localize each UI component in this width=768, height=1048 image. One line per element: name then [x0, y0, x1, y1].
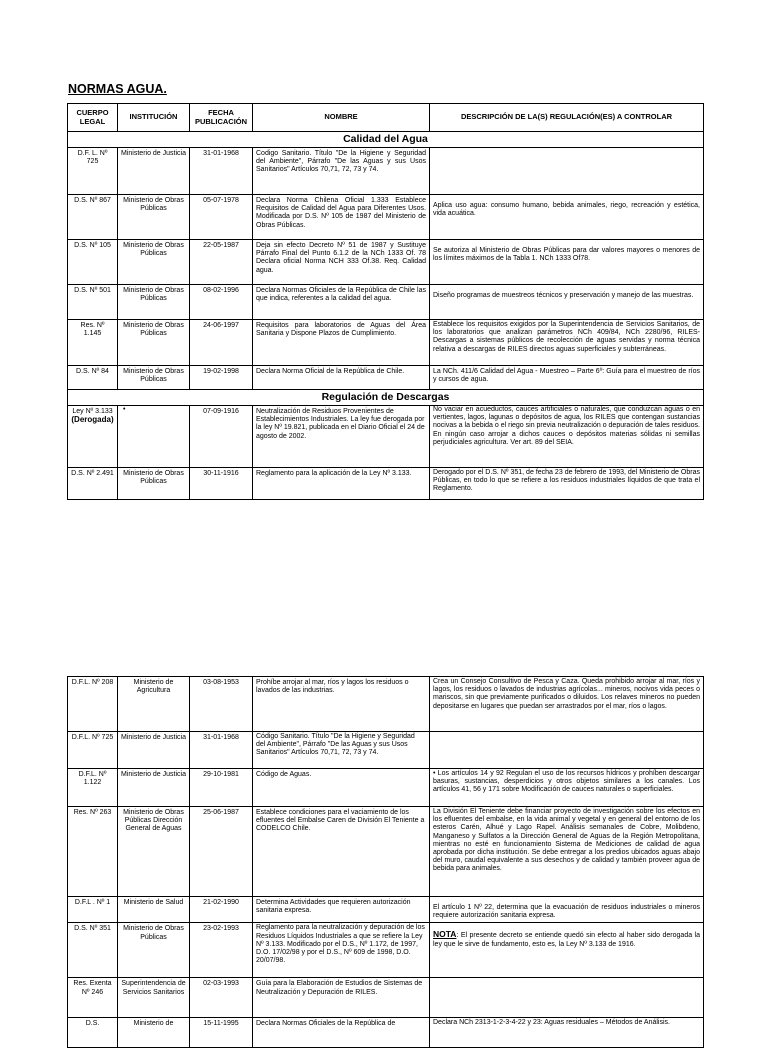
institucion-cell: Ministerio de Obras Públicas	[118, 320, 190, 366]
fecha-cell: 23-02-1993	[190, 923, 253, 978]
nombre-cell: Guía para la Elaboración de Estudios de Sistemas de Neutralización y Depuración de RILES.	[253, 978, 430, 1018]
descripcion-cell	[430, 732, 704, 769]
fecha-cell: 24-06-1997	[190, 320, 253, 366]
institucion-cell	[118, 406, 190, 468]
fecha-cell: 25-06-1987	[190, 807, 253, 897]
table-row	[68, 406, 704, 468]
nombre-cell: Declara Normas Oficiales de la República de	[253, 1018, 430, 1048]
descripcion-cell	[430, 978, 704, 1018]
descripcion-cell: El artículo 1 Nº 22, determina que la evacuación de residuos industriales o mineros requiere autorización sanitaria expresa.	[430, 897, 704, 923]
nombre-cell: Requisitos para laboratorios de Aguas del Área Sanitaria y Dispone Plazos de Cumplimiento.	[253, 320, 430, 366]
fecha-cell: 05-07-1978	[190, 195, 253, 240]
institucion-cell: Ministerio de Justicia	[118, 148, 190, 195]
cuerpo-legal-cell: D.F. L. Nº 725	[68, 148, 118, 195]
institucion-cell: Superintendencia de Servicios Sanitarios	[118, 978, 190, 1018]
institucion-cell: Ministerio de Obras Públicas Dirección General de Aguas	[118, 807, 190, 897]
descripcion-cell: Declara NCh 2313-1-2-3-4-22 y 23: Aguas residuales – Métodos de Análisis.	[430, 1018, 704, 1048]
institucion-cell: Ministerio de Obras Públicas	[118, 195, 190, 240]
fecha-cell: 19-02-1998	[190, 366, 253, 390]
fecha-cell: 21-02-1990	[190, 897, 253, 923]
descripcion-cell	[430, 148, 704, 195]
header-fecha: FECHA PUBLICACIÓN	[190, 104, 253, 132]
institucion-cell: Ministerio de Justicia	[118, 732, 190, 769]
fecha-cell: 22-05-1987	[190, 240, 253, 285]
descripcion-cell: Establece los requisitos exigidos por la Superintendencia de Servicios Sanitarios, de los laboratorios que analizan parámetros NCh 409/84, NCh 2280/96, RILES-Descargas a sistemas públicos de recolección de aguas servidas y norma técnica relativa a descargas de RILES directos aguas superficiales y subterráneas.	[430, 320, 704, 366]
cuerpo-legal-cell: D.F.L. Nº 725	[68, 732, 118, 769]
table-row	[68, 978, 704, 1018]
table-row	[68, 366, 704, 390]
cuerpo-legal-cell: D.S. Nº 2.491	[68, 468, 118, 500]
fecha-cell: 02-03-1993	[190, 978, 253, 1018]
cuerpo-legal-cell: D.S. Nº 105	[68, 240, 118, 285]
table-row	[68, 769, 704, 807]
bullet-marker: •	[123, 406, 126, 413]
table-row	[68, 1018, 704, 1048]
normas-table-2	[67, 676, 704, 1048]
descripcion-cell: No vaciar en acueductos, cauces artificiales o naturales, que conduzcan aguas o en vertientes, lagos, lagunas o depósitos de agua, los RILES que contengan sustancias nocivas a la bebida o el riego sin previa neutralización o depuración de tales residuos. En ningún caso arrojar a dichos cauces o depósitos materias sólidas ni semillas perjudiciales agricultura. Ver art. 89 del SEIA.	[430, 406, 704, 468]
nombre-cell: Código Sanitario. Título "De la Higiene y Seguridad del Ambiente", Párrafo "De las Aguas y sus Usos Sanitarios" Artículos 70,71, 72, 73 y 74.	[253, 732, 430, 769]
table-row	[68, 807, 704, 897]
institucion-cell: Ministerio de	[118, 1018, 190, 1048]
table-row	[68, 148, 704, 195]
descripcion-cell: Crea un Consejo Consultivo de Pesca y Caza. Queda prohibido arrojar al mar, ríos y lagos, los residuos o lavados de industrias agrícolas... mineros, nocivos vida peces o mariscos, sin que previamente purificados o diluidos. Los relaves mineros no pueden depositarse en lugares que puedan ser arrastrados por el mar, ríos o lagos.	[430, 677, 704, 732]
table-row	[68, 677, 704, 732]
cuerpo-legal-cell: D.F.L . Nº 1	[68, 897, 118, 923]
nombre-cell: Establece condiciones para el vaciamiento de los efluentes del Embalse Caren de División El Teniente a CODELCO Chile.	[253, 807, 430, 897]
cuerpo-legal-cell: D.F.L. Nº 1.122	[68, 769, 118, 807]
derogada-label: (Derogada)	[71, 415, 114, 425]
table-header-row	[68, 104, 704, 132]
table-row	[68, 897, 704, 923]
institucion-cell: Ministerio de Agricultura	[118, 677, 190, 732]
table-row	[68, 320, 704, 366]
section-regulacion-descargas: Regulación de Descargas	[68, 390, 704, 406]
descripcion-cell: • Los artículos 14 y 92 Regulan el uso de los recursos hídricos y prohíben descargar basuras, sustancias, desperdicios y otros objetos similares a los canales. Los artículos 41, 56 y 171 sobre Modificación de cauces naturales o superficiales.	[430, 769, 704, 807]
descripcion-cell: Aplica uso agua: consumo humano, bebida animales, riego, recreación y estética, vida acuática.	[430, 195, 704, 240]
institucion-cell: Ministerio de Obras Públicas	[118, 285, 190, 320]
cuerpo-legal-cell: D.F.L. Nº 208	[68, 677, 118, 732]
cuerpo-legal-cell: D.S. Nº 351	[68, 923, 118, 978]
descripcion-cell	[430, 923, 704, 978]
nombre-cell: Prohíbe arrojar al mar, ríos y lagos los residuos o lavados de las industrias.	[253, 677, 430, 732]
fecha-cell: 15-11-1995	[190, 1018, 253, 1048]
fecha-cell: 03-08-1953	[190, 677, 253, 732]
descripcion-cell: La División El Teniente debe financiar proyecto de investigación sobre los efectos en los efluentes del embalse, en la vida animal y vegetal y en general del entorno de los esteros Carén, Alhué y Lago Rapel. Análisis semanales de Cobre, Molibdeno, Manganeso y Sulfatos a la Dirección General de Aguas de la Región Metropolitana, mientras no esté en funcionamiento Sistema de Mediciones de calidad de agua aprobada por dicha institución. Se debe entregar a los predios ubicados aguas abajo del muro, caudal equivalente a sus desechos y de calidad y también proveer agua de bebida para animales.	[430, 807, 704, 897]
institucion-cell: Ministerio de Justicia	[118, 769, 190, 807]
descripcion-cell: Diseño programas de muestreos técnicos y preservación y manejo de las muestras.	[430, 285, 704, 320]
institucion-cell: Ministerio de Obras Públicas	[118, 923, 190, 978]
descripcion-cell: Derogado por el D.S. Nº 351, de fecha 23 de febrero de 1993, del Ministerio de Obras Públicas, en todo lo que se refiere a los residuos industriales líquidos de que trata el Reglamento.	[430, 468, 704, 500]
cuerpo-legal-cell	[68, 406, 118, 468]
nombre-cell: Deja sin efecto Decreto Nº 51 de 1987 y Sustituye Párrafo Final del Punto 6.1.2 de la NCh 1333 Of. 78 Declara oficial Norma NCH 333 Of.38. Req. Calidad agua.	[253, 240, 430, 285]
nombre-cell: Determina Actividades que requieren autorización sanitaria expresa.	[253, 897, 430, 923]
nombre-cell: Codigo Sanitario. Título "De la Higiene y Seguridad del Ambiente", Párrafo "De las Aguas y sus Usos Sanitarios" Artículos 70,71, 72, 73 y 74.	[253, 148, 430, 195]
cuerpo-legal-cell: D.S.	[68, 1018, 118, 1048]
nombre-cell: Declara Norma Oficial de la República de Chile.	[253, 366, 430, 390]
institucion-cell: Ministerio de Salud	[118, 897, 190, 923]
fecha-cell: 08-02-1996	[190, 285, 253, 320]
cuerpo-legal-cell: Res. Nº 1.145	[68, 320, 118, 366]
header-descripcion: DESCRIPCIÓN DE LA(S) REGULACIÓN(ES) A CONTROLAR	[430, 104, 704, 132]
fecha-cell: 31-01-1968	[190, 148, 253, 195]
cuerpo-legal-cell: D.S. Nº 867	[68, 195, 118, 240]
descripcion-cell: La NCh. 411/6 Calidad del Agua - Muestreo – Parte 6º: Guía para el muestreo de ríos y cursos de agua.	[430, 366, 704, 390]
nombre-cell: Código de Aguas.	[253, 769, 430, 807]
header-institucion: INSTITUCIÓN	[118, 104, 190, 132]
nombre-cell: Reglamento para la aplicación de la Ley Nº 3.133.	[253, 468, 430, 500]
table-row	[68, 195, 704, 240]
fecha-cell: 31-01-1968	[190, 732, 253, 769]
cuerpo-legal-cell: Res. Exenta Nº 246	[68, 978, 118, 1018]
fecha-cell: 07-09-1916	[190, 406, 253, 468]
nombre-cell: Reglamento para la neutralización y depuración de los Residuos Líquidos Industriales a que se refiere la Ley Nº 3.133. Modificado por el D.S., Nº 1.172, de 1997, D.O. 17/02/98 y por el D.S., Nº 609 de 1998, D.O. 20/07/98.	[253, 923, 430, 978]
fecha-cell: 30-11-1916	[190, 468, 253, 500]
cuerpo-legal-cell: Res. Nº 263	[68, 807, 118, 897]
institucion-cell: Ministerio de Obras Públicas	[118, 366, 190, 390]
header-cuerpo-legal: CUERPO LEGAL	[68, 104, 118, 132]
table-row	[68, 285, 704, 320]
descripcion-cell: Se autoriza al Ministerio de Obras Públicas para dar valores mayores o menores de los límites máximos de la Tabla 1. NCh 1333 Of78.	[430, 240, 704, 285]
table-row	[68, 923, 704, 978]
cuerpo-legal-text: Ley Nº 3.133	[72, 408, 113, 415]
institucion-cell: Ministerio de Obras Públicas	[118, 468, 190, 500]
cuerpo-legal-cell: D.S. Nº 501	[68, 285, 118, 320]
header-nombre: NOMBRE	[253, 104, 430, 132]
nombre-cell: Declara Norma Chilena Oficial 1.333 Establece Requisitos de Calidad del Agua para Diferentes Usos. Modificada por D.S. Nº 105 de 1987 del Ministerio de Obras Públicas.	[253, 195, 430, 240]
nota-text: : El presente decreto se entiende quedó sin efecto al haber sido derogada la ley que le sirve de fundamento, esto es, la Ley Nº 3.133 de 1916.	[433, 932, 700, 948]
page-title: NORMAS AGUA.	[68, 82, 167, 96]
table-row	[68, 468, 704, 500]
nombre-cell: Declara Normas Oficiales de la República de Chile las que indica, referentes a la calidad del agua.	[253, 285, 430, 320]
institucion-cell: Ministerio de Obras Públicas	[118, 240, 190, 285]
section-calidad-del-agua: Calidad del Agua	[68, 132, 704, 148]
normas-table-1	[67, 103, 704, 500]
nombre-cell: Neutralización de Residuos Provenientes de Establecimientos Industriales. La ley fue derogada por la ley Nº 19.821, publicada en el Diario Oficial el 24 de agosto de 2002.	[253, 406, 430, 468]
fecha-cell: 29-10-1981	[190, 769, 253, 807]
cuerpo-legal-cell: D.S. Nº 84	[68, 366, 118, 390]
table-row	[68, 732, 704, 769]
table-row	[68, 240, 704, 285]
nota-label: NOTA	[433, 929, 457, 940]
